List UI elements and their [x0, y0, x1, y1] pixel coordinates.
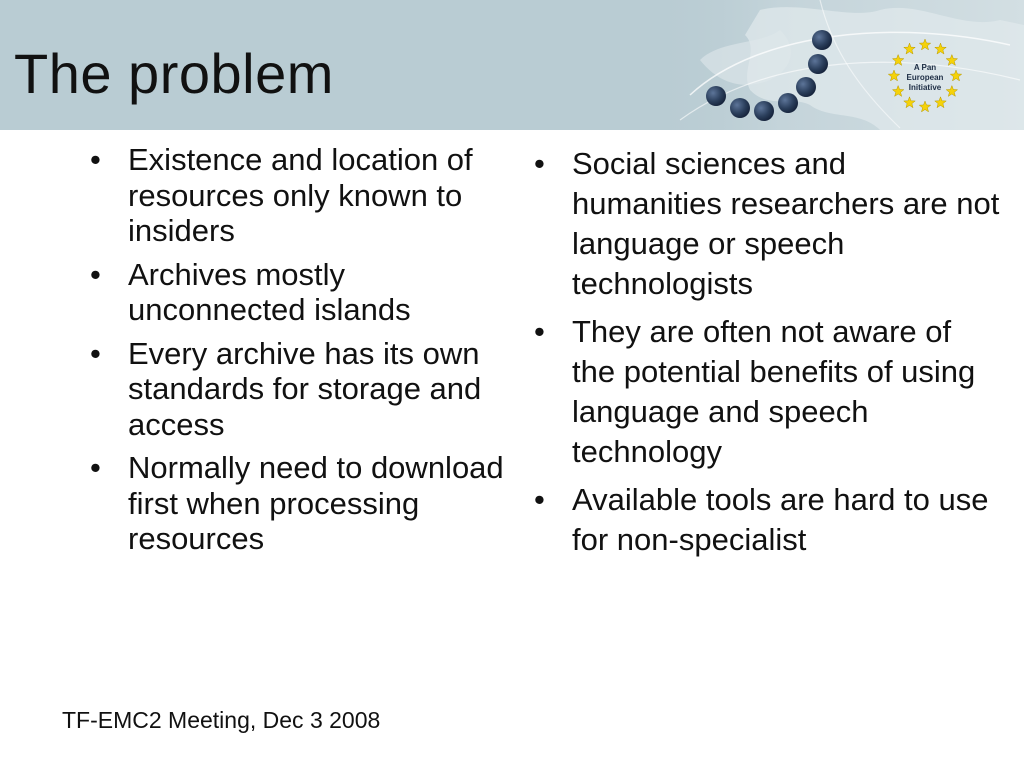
bullet-item [86, 450, 516, 557]
bullet-item [530, 144, 1000, 304]
bullet-text: Existence and location of resources only known to insiders [128, 142, 473, 248]
bullet-text: Archives mostly unconnected islands [128, 256, 411, 327]
bullet-text: Every archive has its own standards for storage and access [128, 335, 482, 442]
logo-line-3: Initiative [908, 83, 942, 92]
bullet-marker: • [534, 482, 545, 517]
bullet-text: Available tools are hard to use for non-specialist [572, 482, 989, 557]
bullet-item [530, 480, 1000, 560]
bullet-marker: • [90, 450, 101, 485]
logo-line-2: European [906, 73, 944, 82]
slide-title: The problem [14, 42, 334, 105]
left-bullet-list [86, 142, 516, 565]
bullet-marker: • [534, 314, 545, 349]
bullet-text: Normally need to download first when processing resources [128, 450, 504, 556]
bullet-marker: • [90, 335, 101, 371]
header-band [0, 0, 1024, 130]
bullet-marker: • [534, 146, 545, 181]
bullet-marker: • [90, 142, 101, 177]
bullet-text: They are often not aware of the potential benefits of using language and speech technology [572, 314, 976, 469]
bullet-item [86, 142, 516, 249]
bullet-marker: • [90, 256, 101, 292]
logo-line-1: A Pan [913, 63, 937, 72]
right-bullet-list [530, 144, 1000, 568]
bullet-item [86, 257, 516, 328]
bullet-item [530, 312, 1000, 472]
slide-footer: TF-EMC2 Meeting, Dec 3 2008 [62, 707, 381, 733]
bullet-text: Social sciences and humanities researchers are not language or speech technologists [572, 146, 1000, 301]
bullet-item [86, 336, 516, 443]
